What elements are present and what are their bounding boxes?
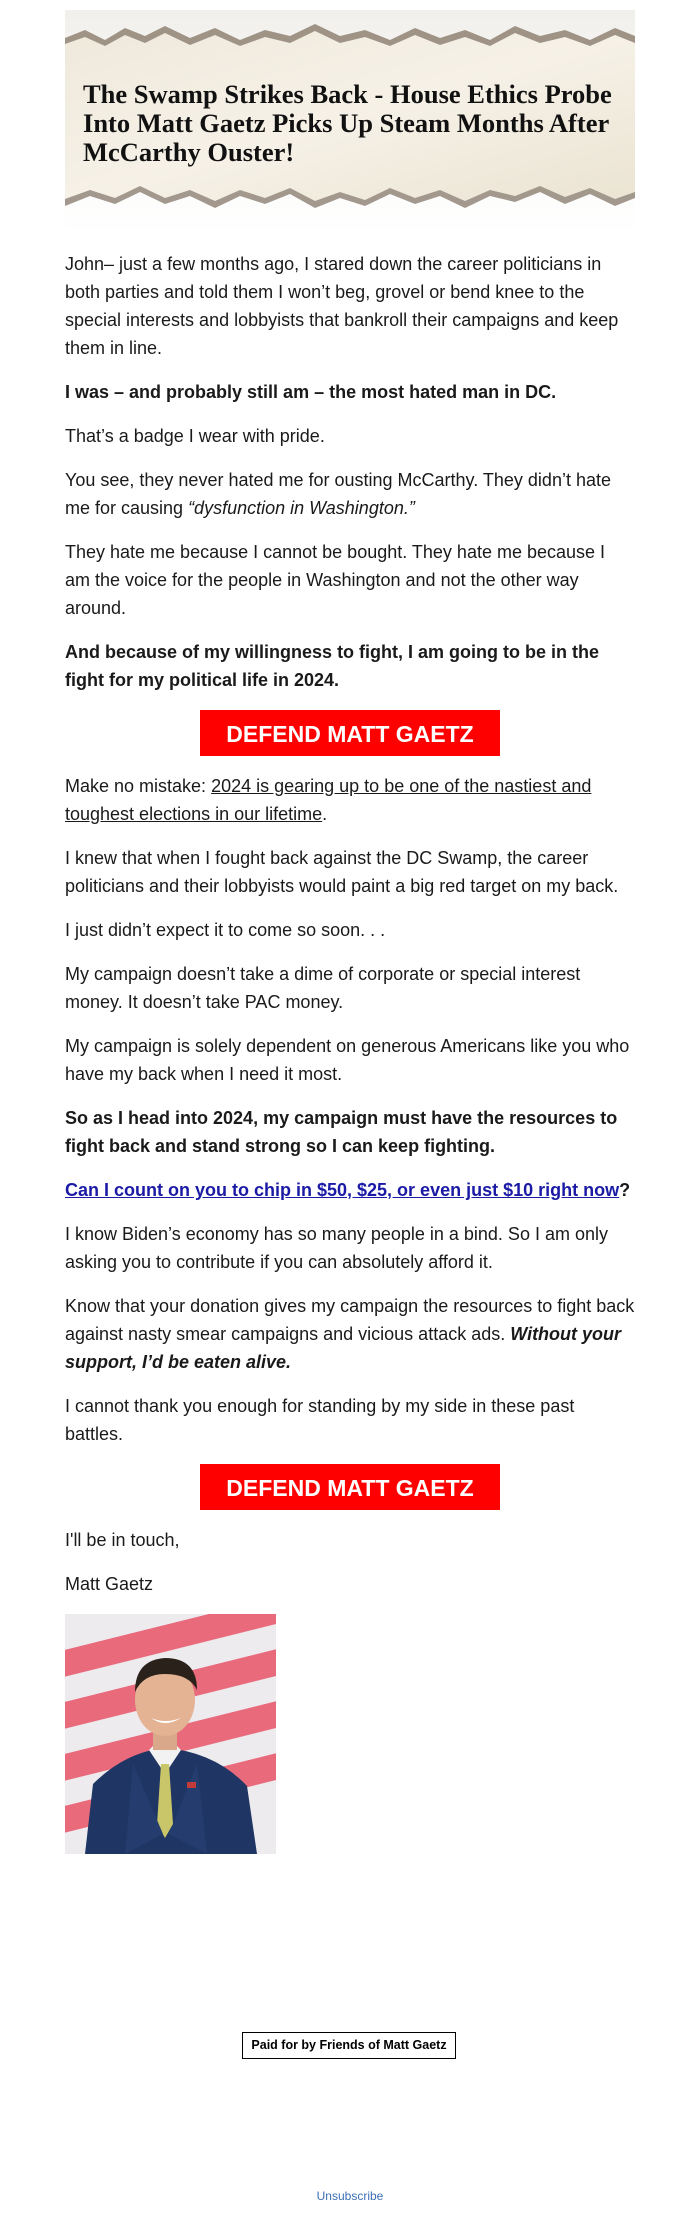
- paragraph: I knew that when I fought back against the DC Swamp, the career politicians and their lobbyists would paint a big red target on my back.: [65, 848, 619, 896]
- paragraph: I cannot thank you enough for standing by my side in these past battles.: [65, 1396, 575, 1444]
- text-segment: .: [322, 804, 328, 824]
- unsubscribe-link[interactable]: Unsubscribe: [316, 2189, 384, 2203]
- bold-paragraph: I was – and probably still am – the most hated man in DC.: [65, 382, 557, 402]
- paid-for-disclaimer: Paid for by Friends of Matt Gaetz: [242, 2032, 456, 2059]
- cta-row: [65, 1464, 635, 1510]
- letter-body: [65, 250, 635, 1854]
- paragraph: John– just a few months ago, I stared down the career politicians in both parties and told them I won’t beg, grovel or bend knee to the special interests and lobbyists that bankroll their campaigns and keep them in line.: [65, 254, 619, 358]
- signoff: I'll be in touch,: [65, 1530, 180, 1550]
- underlined-text: 2024 is gearing up to be one of the nastiest and toughest elections in our lifetime: [65, 776, 592, 824]
- text-segment: Make no mistake:: [65, 776, 212, 796]
- torn-paper-header: [65, 10, 635, 235]
- matt-gaetz-photo: [65, 1614, 276, 1854]
- paragraph: [65, 466, 635, 522]
- paragraph: [65, 1292, 635, 1376]
- text-segment: Know that your donation gives my campaign the resources to fight back against nasty smear campaigns and vicious attack ads.: [65, 1296, 635, 1344]
- donate-link[interactable]: Can I count on you to chip in $50, $25, or even just $10 right now: [65, 1180, 620, 1200]
- headline: The Swamp Strikes Back - House Ethics Probe Into Matt Gaetz Picks Up Steam Months After McCarthy Ouster!: [83, 79, 612, 167]
- signature: Matt Gaetz: [65, 1574, 154, 1594]
- paragraph: My campaign doesn’t take a dime of corporate or special interest money. It doesn’t take PAC money.: [65, 964, 581, 1012]
- italic-quote: “dysfunction in Washington.”: [188, 498, 415, 518]
- paragraph: [65, 772, 635, 828]
- cta-row: [65, 710, 635, 756]
- defend-matt-gaetz-button[interactable]: DEFEND MATT GAETZ: [200, 1464, 500, 1510]
- paragraph: They hate me because I cannot be bought. They hate me because I am the voice for the people in Washington and not the other way around.: [65, 542, 606, 618]
- paragraph: My campaign is solely dependent on generous Americans like you who have my back when I need it most.: [65, 1036, 630, 1084]
- bold-italic-text: Without your support, I’d be eaten alive.: [65, 1324, 622, 1372]
- text-segment: You see, they never hated me for ousting McCarthy. They didn’t hate me for causing: [65, 470, 611, 518]
- paragraph: That’s a badge I wear with pride.: [65, 426, 325, 446]
- defend-matt-gaetz-button[interactable]: DEFEND MATT GAETZ: [200, 710, 500, 756]
- paragraph: I know Biden’s economy has so many people in a bind. So I am only asking you to contribute if you can absolutely afford it.: [65, 1224, 608, 1272]
- paragraph: I just didn’t expect it to come so soon. . .: [65, 920, 386, 940]
- text-segment: ?: [619, 1180, 631, 1200]
- bold-paragraph: And because of my willingness to fight, I am going to be in the fight for my political life in 2024.: [65, 642, 600, 690]
- bold-paragraph: So as I head into 2024, my campaign must have the resources to fight back and stand strong so I can keep fighting.: [65, 1108, 618, 1156]
- paragraph: [65, 1176, 635, 1204]
